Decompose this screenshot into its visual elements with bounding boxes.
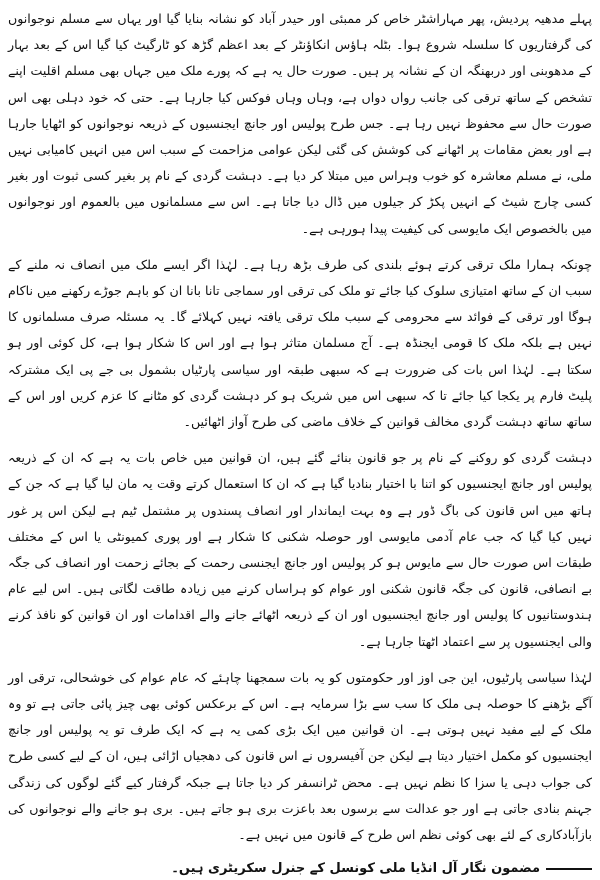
article-paragraph-3: دہشت گردی کو روکنے کے نام پر جو قانون بنائے گئے ہیں، ان قوانین میں خاص بات یہ ہے کہ ان کے ذریعہ پولیس اور جانچ ایجنسیوں کو اتنا با اختیار بنادیا گیا ہے کہ ان کا استعمال کرتے وقت یہ مان لیا گیا ہے کہ جن کے ہاتھ میں اس قانون کی باگ ڈور ہے وہ بہت ایماندار اور انصاف پسندوں پر مشتمل ٹیم ہے لیکن اس پر غور نہیں کیا گیا کہ جب عام آدمی مایوسی اور حوصلہ شکنی کا شکار ہے اور پوری کمیونٹی یا اس کے مختلف طبقات اس صورت حال سے مایوس ہو کر پولیس اور جانچ ایجنسی رحمت کے بجائے زحمت اور انصاف کی جگہ بے انصافی، قانون کی جگہ قانون شکنی اور عوام کو ہراساں کرنے میں زیادہ طاقت لگاتی ہیں۔ اس لیے عام ہندوستانیوں کا پولیس اور جانچ ایجنسیوں اور ان کے ذریعہ اٹھائے جانے والے اقدامات اور ان قوانین کو نافذ کرنے والی ایجنسیوں پر سے اعتماد اٹھتا جارہا ہے۔ [8, 450, 592, 649]
article-paragraph-4: لہٰذا سیاسی پارٹیوں، این جی اوز اور حکومتوں کو یہ بات سمجھنا چاہئے کہ عام عوام کی خوشحالی، ترقی اور آگے بڑھنے کا حوصلہ ہی ملک کا سب سے بڑا سرمایہ ہے۔ اس کے برعکس کوئی بھی چیز پائی جاتی ہے تو وہ ملک کے لیے مفید نہیں ہوتی ہے۔ ان قوانین میں ایک بڑی کمی یہ ہے کہ ایک طرف تو یہ پولیس اور جانچ ایجنسیوں کو مکمل اختیار دیتا ہے لیکن جن آفیسروں نے اس قانون کی دھجیاں اڑائی ہیں، ان کے لیے کسی طرح کی جواب دہی یا سزا کا نظم نہیں ہے۔ محض ٹرانسفر کر دیا جاتا ہے جبکہ گرفتار کیے گئے لوگوں کی زندگی جہنم بنادی جاتی ہے اور جو عدالت سے برسوں بعد باعزت بری ہو جاتے ہیں۔ بری ہو جانے والے نوجوانوں کی بازآبادکاری کے لئے بھی کوئی نظم اس طرح کے قانون میں نہیں ہے۔ [8, 669, 592, 843]
article-page [8, 6, 592, 877]
article-paragraph-2: چونکہ ہمارا ملک ترقی کرتے ہوئے بلندی کی طرف بڑھ رہا ہے۔ لہٰذا اگر ایسے ملک میں انصاف نہ ملنے کے سبب ان کے ساتھ امتیازی سلوک کیا جائے تو ملک کی ترقی اور سماجی تانا بانا ان کو باہم جوڑے رکھنے میں ناکام ہوگا اور ترقی کے فوائد سے محرومی کے سبب ملک ترقی یافتہ نہیں کہلائے گا۔ یہ مسئلہ صرف مسلمانوں کا نہیں ہے بلکہ ملک کا قومی ایجنڈہ ہے۔ آج مسلمان متاثر ہوا ہے اور اس کا شکار ہوا ہے، کل کوئی اور ہو سکتا ہے۔ لہٰذا اس بات کی ضرورت ہے کہ سبھی طبقہ اور سیاسی پارٹیاں بشمول بی جے پی ایک مشترکہ پلیٹ فارم پر یکجا کیا جائے تا کہ سبھی اس میں شریک ہو کر دہشت گردی کو مٹانے کا عزم کریں اور اس کے ساتھ ساتھ دہشت گردی مخالف قوانین کے خلاف ماضی کی طرح آواز اٹھائیں۔ [8, 256, 592, 430]
author-note [8, 858, 592, 880]
signature-dash [546, 868, 592, 870]
author-note-text: مضمون نگار آل انڈیا ملی کونسل کے جنرل سکریٹری ہیں۔ [171, 861, 540, 877]
article-paragraph-1: پہلے مدھیہ پردیش، پھر مہاراشٹر خاص کر ممبئی اور حیدر آباد کو نشانہ بنایا گیا اور یہاں سے مسلم نوجوانوں کی گرفتاریوں کا سلسلہ شروع ہوا۔ بٹلہ ہاؤس انکاؤنٹر کے بعد اعظم گڑھ کو ٹارگیٹ کیا گیا اس کے بعد بہار کے مدھوبنی اور دربھنگہ ان کے نشانہ پر ہیں۔ صورت حال یہ ہے کہ پورے ملک میں جہاں بھی مسلم اقلیت اپنے تشخص کے ساتھ ترقی کی جانب رواں دواں ہے، وہاں وہاں فوکس کیا جارہا ہے۔ حتی کہ خود دہلی بھی اس صورت حال سے محفوظ نہیں رہا ہے۔ جس طرح پولیس اور جانچ ایجنسیوں کے ذریعہ نوجوانوں کو اٹھایا جارہا ہے اور بعض مقامات پر اٹھانے کی کوشش کی گئی لیکن عوامی مزاحمت کے سبب اس میں انہیں کامیابی نہیں ملی، نے مسلم معاشرہ کو خوب وہراس میں مبتلا کر دیا ہے۔ دہشت گردی کے نام پر بغیر کسی ثبوت اور بغیر کسی چارج شیٹ کے انہیں پکڑ کر جیلوں میں ڈال دیا جاتا ہے۔ اس سے مسلمانوں میں بالعموم اور نوجوانوں میں بالخصوص ایک مایوسی کی کیفیت پیدا ہورہی ہے۔ [8, 11, 592, 236]
